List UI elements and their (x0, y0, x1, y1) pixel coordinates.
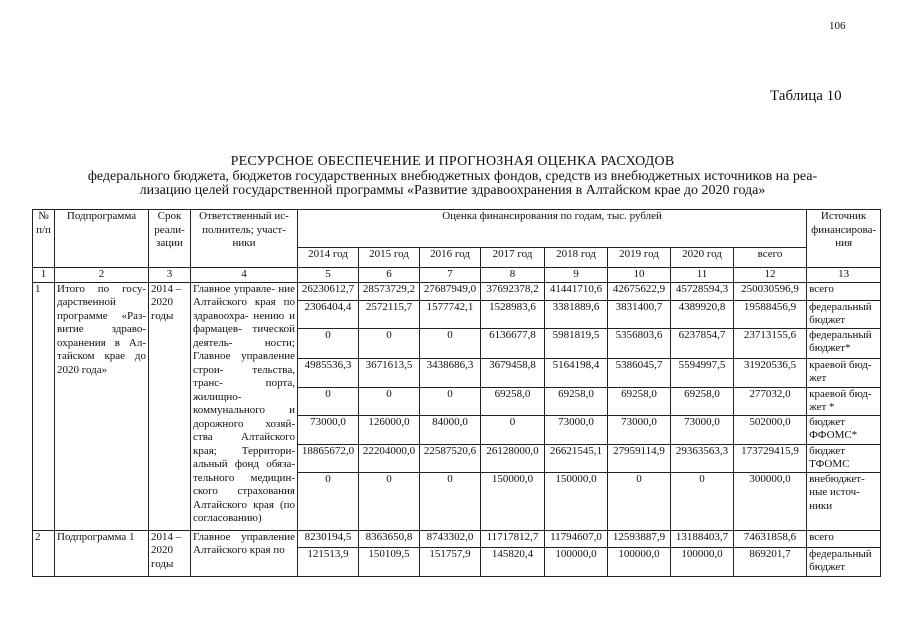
header-year: 2015 год (359, 248, 420, 268)
source-cell: федеральный бюджет (807, 300, 881, 328)
table-header-row (33, 210, 881, 248)
value-cell: 41441710,6 (545, 282, 608, 300)
value-cell-total: 277032,0 (734, 387, 807, 415)
value-cell: 100000,0 (608, 547, 671, 576)
value-cell: 27959114,9 (608, 444, 671, 472)
value-cell: 0 (298, 472, 359, 530)
source-cell: всего (807, 282, 881, 300)
value-cell: 5386045,7 (608, 358, 671, 387)
header-term: Срок реали- зации (149, 210, 191, 268)
value-cell: 1577742,1 (420, 300, 481, 328)
header-year: 2016 год (420, 248, 481, 268)
col-number: 7 (420, 268, 481, 283)
source-cell: краевой бюд- жет (807, 358, 881, 387)
subprogram-name: Итого по госу- дарственной программе «Раз- витие здраво- охранения в Ал- тайском крае до 2020 года» (55, 282, 149, 530)
col-number: 12 (734, 268, 807, 283)
header-estimate: Оценка финансирования по годам, тыс. рублей (298, 210, 807, 248)
source-cell: краевой бюд- жет * (807, 387, 881, 415)
value-cell: 2306404,4 (298, 300, 359, 328)
value-cell-total: 23713155,6 (734, 328, 807, 358)
value-cell: 150000,0 (481, 472, 545, 530)
header-num: № п/п (33, 210, 55, 268)
value-cell: 0 (298, 387, 359, 415)
header-executor: Ответственный ис- полнитель; участ- ники (191, 210, 298, 268)
term: 2014 – 2020 годы (149, 282, 191, 530)
page-number: 106 (829, 20, 846, 32)
value-cell: 5164198,4 (545, 358, 608, 387)
header-source: Источник финансирова- ния (807, 210, 881, 268)
value-cell: 69258,0 (671, 387, 734, 415)
source-cell: бюджет ТФОМС (807, 444, 881, 472)
value-cell: 45728594,3 (671, 282, 734, 300)
value-cell: 0 (420, 472, 481, 530)
document-subtitle-line-2: лизацию целей государственной программы «Развитие здравоохранения в Алтайском крае до 2020 года» (139, 183, 766, 198)
value-cell: 29363563,3 (671, 444, 734, 472)
value-cell: 3679458,8 (481, 358, 545, 387)
value-cell: 5594997,5 (671, 358, 734, 387)
col-number: 2 (55, 268, 149, 283)
value-cell: 0 (298, 328, 359, 358)
table-row (33, 530, 881, 547)
row-num: 1 (33, 282, 55, 530)
value-cell: 0 (420, 387, 481, 415)
value-cell: 73000,0 (608, 415, 671, 444)
source-cell: внебюджет- ные источ- ники (807, 472, 881, 530)
value-cell-total: 19588456,9 (734, 300, 807, 328)
col-number: 8 (481, 268, 545, 283)
value-cell: 8743302,0 (420, 530, 481, 547)
value-cell: 11717812,7 (481, 530, 545, 547)
source-cell: федеральный бюджет* (807, 328, 881, 358)
value-cell: 26230612,7 (298, 282, 359, 300)
col-number: 1 (33, 268, 55, 283)
source-cell: всего (807, 530, 881, 547)
header-year-total: всего (734, 248, 807, 268)
value-cell: 26128000,0 (481, 444, 545, 472)
value-cell: 22204000,0 (359, 444, 420, 472)
header-year: 2014 год (298, 248, 359, 268)
value-cell: 69258,0 (545, 387, 608, 415)
table-row (33, 282, 881, 300)
col-number: 13 (807, 268, 881, 283)
value-cell: 150000,0 (545, 472, 608, 530)
value-cell: 12593887,9 (608, 530, 671, 547)
executor: Главное управление Алтайского края по (191, 530, 298, 576)
value-cell: 69258,0 (608, 387, 671, 415)
value-cell: 0 (420, 328, 481, 358)
value-cell: 5356803,6 (608, 328, 671, 358)
col-number: 9 (545, 268, 608, 283)
source-cell: бюджет ФФОМС* (807, 415, 881, 444)
value-cell: 145820,4 (481, 547, 545, 576)
header-year: 2018 год (545, 248, 608, 268)
value-cell: 26621545,1 (545, 444, 608, 472)
value-cell: 3381889,6 (545, 300, 608, 328)
value-cell: 4389920,8 (671, 300, 734, 328)
col-number: 3 (149, 268, 191, 283)
value-cell: 6237854,7 (671, 328, 734, 358)
value-cell: 84000,0 (420, 415, 481, 444)
value-cell: 0 (481, 415, 545, 444)
value-cell: 8230194,5 (298, 530, 359, 547)
value-cell: 8363650,8 (359, 530, 420, 547)
value-cell: 3831400,7 (608, 300, 671, 328)
value-cell-total: 250030596,9 (734, 282, 807, 300)
value-cell: 0 (608, 472, 671, 530)
value-cell: 13188403,7 (671, 530, 734, 547)
value-cell: 5981819,5 (545, 328, 608, 358)
value-cell-total: 31920536,5 (734, 358, 807, 387)
value-cell: 11794607,0 (545, 530, 608, 547)
value-cell: 4985536,3 (298, 358, 359, 387)
value-cell: 2572115,7 (359, 300, 420, 328)
header-year: 2017 год (481, 248, 545, 268)
document-subtitle-line-1: федерального бюджета, бюджетов государственных внебюджетных фондов, средств из внебюджетных источников на реа- (87, 169, 818, 184)
value-cell: 73000,0 (671, 415, 734, 444)
value-cell: 73000,0 (298, 415, 359, 444)
value-cell: 18865672,0 (298, 444, 359, 472)
col-number: 11 (671, 268, 734, 283)
value-cell: 150109,5 (359, 547, 420, 576)
value-cell-total: 173729415,9 (734, 444, 807, 472)
table-label: Таблица 10 (770, 88, 842, 104)
value-cell: 121513,9 (298, 547, 359, 576)
financing-table (32, 209, 881, 577)
column-numbers-row (33, 268, 881, 283)
document-title: РЕСУРСНОЕ ОБЕСПЕЧЕНИЕ И ПРОГНОЗНАЯ ОЦЕНКА РАСХОДОВ (230, 154, 675, 169)
value-cell: 0 (359, 387, 420, 415)
value-cell-total: 502000,0 (734, 415, 807, 444)
value-cell: 126000,0 (359, 415, 420, 444)
value-cell: 100000,0 (545, 547, 608, 576)
value-cell-total: 74631858,6 (734, 530, 807, 547)
value-cell: 28573729,2 (359, 282, 420, 300)
term: 2014 – 2020 годы (149, 530, 191, 576)
value-cell: 27687949,0 (420, 282, 481, 300)
executor: Главное управле- ние Алтайского края по здравоохра- нению и фармацев- тической деятель- ности; Главное управление строи- тельства, транс- порта, жилищно- коммунального и дорожного хозяй- ства Алтайского края; Территори- альный фонд обяза- тельного медицин- ского страхования Алтайского края (по согласованию) (191, 282, 298, 530)
col-number: 5 (298, 268, 359, 283)
header-year: 2020 год (671, 248, 734, 268)
col-number: 10 (608, 268, 671, 283)
header-subprogram: Подпрограмма (55, 210, 149, 268)
value-cell-total: 300000,0 (734, 472, 807, 530)
value-cell: 151757,9 (420, 547, 481, 576)
value-cell: 37692378,2 (481, 282, 545, 300)
value-cell: 6136677,8 (481, 328, 545, 358)
value-cell: 0 (359, 472, 420, 530)
value-cell: 3438686,3 (420, 358, 481, 387)
subprogram-name: Подпрограмма 1 (55, 530, 149, 576)
value-cell-total: 869201,7 (734, 547, 807, 576)
value-cell: 0 (671, 472, 734, 530)
value-cell: 0 (359, 328, 420, 358)
value-cell: 73000,0 (545, 415, 608, 444)
col-number: 6 (359, 268, 420, 283)
col-number: 4 (191, 268, 298, 283)
row-num: 2 (33, 530, 55, 576)
value-cell: 100000,0 (671, 547, 734, 576)
value-cell: 1528983,6 (481, 300, 545, 328)
value-cell: 22587520,6 (420, 444, 481, 472)
value-cell: 69258,0 (481, 387, 545, 415)
source-cell: федеральный бюджет (807, 547, 881, 576)
value-cell: 42675622,9 (608, 282, 671, 300)
value-cell: 3671613,5 (359, 358, 420, 387)
header-year: 2019 год (608, 248, 671, 268)
